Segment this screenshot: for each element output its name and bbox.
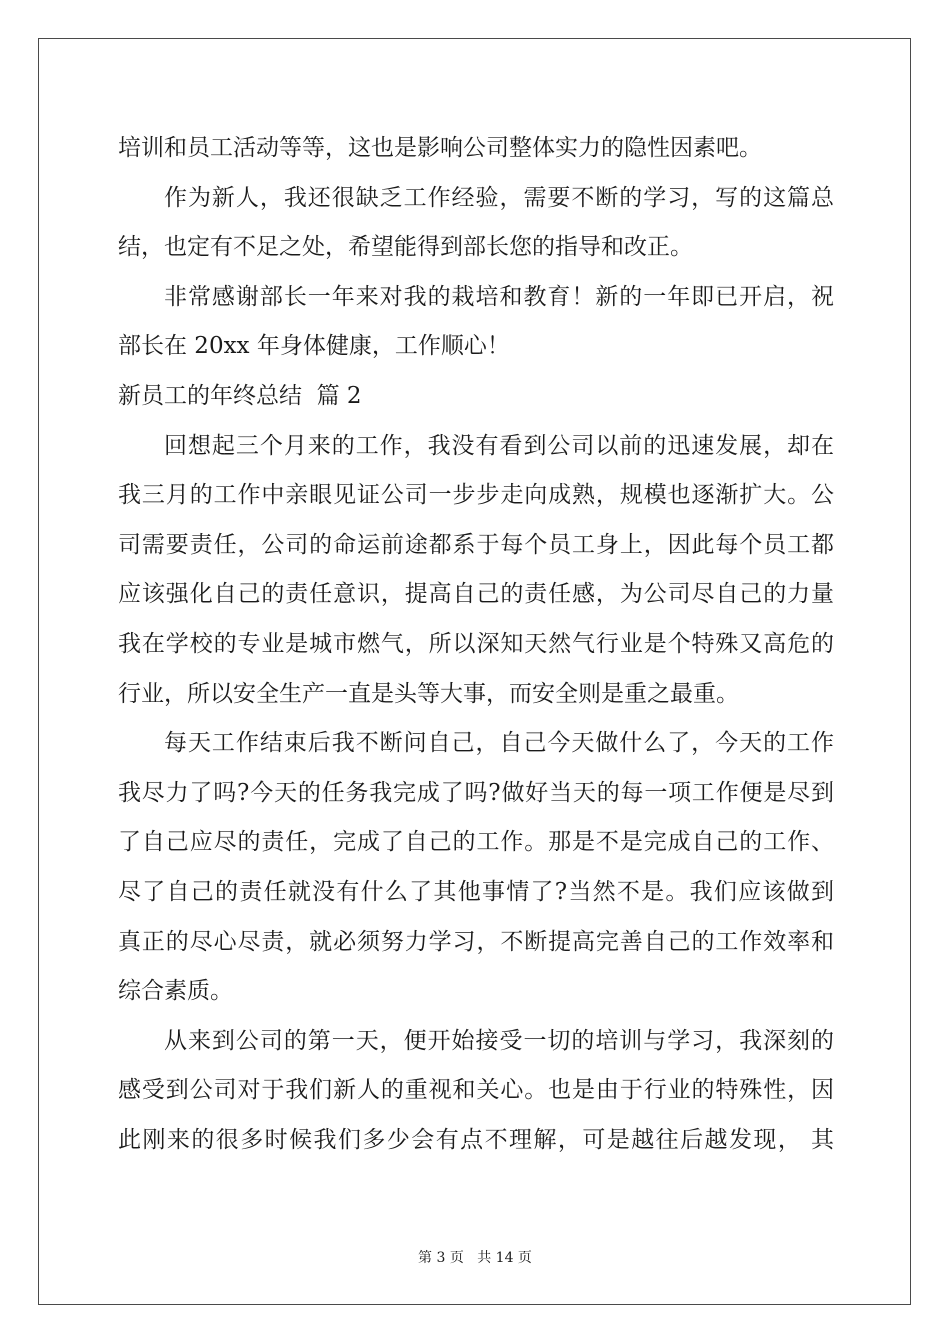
paragraph-line: 尽了自己的责任就没有什么了其他事情了?当然不是。我们应该做到 bbox=[118, 878, 834, 905]
paragraph-line: 我尽力了吗?今天的任务我完成了吗?做好当天的每一项工作便是尽到 bbox=[118, 779, 834, 806]
paragraph-line: 从来到公司的第一天，便开始接受一切的培训与学习，我深刻的 bbox=[164, 1027, 834, 1054]
paragraph-line: 结，也定有不足之处，希望能得到部长您的指导和改正。 bbox=[118, 234, 693, 261]
paragraph-line: 我三月的工作中亲眼见证公司一步步走向成熟，规模也逐渐扩大。公 bbox=[118, 482, 834, 509]
paragraph-line: 培训和员工活动等等，这也是影响公司整体实力的隐性因素吧。 bbox=[118, 135, 762, 161]
paragraph-line: 非常感谢部长一年来对我的栽培和教育！新的一年即已开启，祝 bbox=[164, 283, 834, 310]
paragraph-line: 综合素质。 bbox=[118, 978, 233, 1005]
paragraph-line: 作为新人，我还很缺乏工作经验，需要不断的学习，写的这篇总 bbox=[164, 184, 834, 211]
paragraph-line: 此刚来的很多时候我们多少会有点不理解，可是越往后越发现， 其 bbox=[118, 1126, 834, 1153]
paragraph-line: 司需要责任，公司的命运前途都系于每个员工身上，因此每个员工都 bbox=[118, 531, 834, 558]
paragraph-line: 行业，所以安全生产一直是头等大事，而安全则是重之最重。 bbox=[118, 680, 739, 707]
paragraph-line: 了自己应尽的责任，完成了自己的工作。那是不是完成自己的工作、 bbox=[118, 829, 834, 856]
section-heading: 新员工的年终总结 篇 2 bbox=[118, 382, 362, 409]
paragraph-line: 每天工作结束后我不断问自己，自己今天做什么了，今天的工作 bbox=[164, 730, 834, 757]
paragraph-line: 真正的尽心尽责，就必须努力学习，不断提高完善自己的工作效率和 bbox=[118, 928, 834, 955]
paragraph-line: 我在学校的专业是城市燃气，所以深知天然气行业是个特殊又高危的 bbox=[118, 630, 834, 657]
paragraph-line: 感受到公司对于我们新人的重视和关心。也是由于行业的特殊性，因 bbox=[118, 1077, 834, 1104]
page-total: 共 14 页 bbox=[477, 1250, 532, 1266]
paragraph-line: 回想起三个月来的工作，我没有看到公司以前的迅速发展，却在 bbox=[164, 432, 834, 459]
paragraph-line: 应该强化自己的责任意识，提高自己的责任感，为公司尽自己的力量 bbox=[118, 581, 834, 608]
page-footer bbox=[0, 1247, 950, 1267]
document-body bbox=[118, 124, 834, 1165]
page-number: 第 3 页 bbox=[418, 1250, 464, 1266]
paragraph-line: 部长在 20xx 年身体健康，工作顺心！ bbox=[118, 333, 510, 360]
